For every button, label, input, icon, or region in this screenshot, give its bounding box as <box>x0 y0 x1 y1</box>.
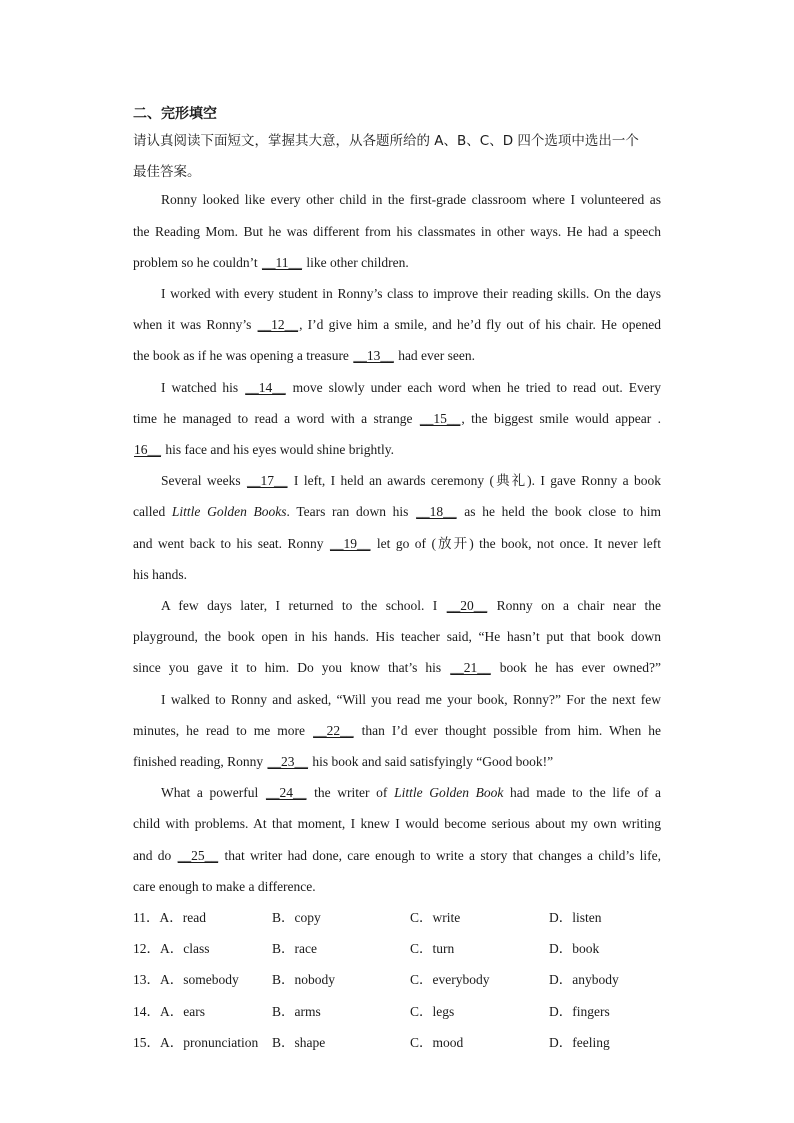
section-title: 二、完形填空 <box>133 106 217 122</box>
passage-line: 16__ his face and his eyes would shine brightly. <box>133 440 661 460</box>
option-11-a[interactable]: 11．A．read <box>133 910 206 925</box>
passage-line: the book as if he was opening a treasure __13__ had ever seen. <box>133 346 661 366</box>
blank-25: __25__ <box>177 848 219 863</box>
passage-line: since you gave it to him. Do you know that’s his __21__ book he has ever owned?” <box>133 658 661 678</box>
blank-21: __21__ <box>450 660 491 675</box>
passage-line: A few days later, I returned to the school. I __20__ Ronny on a chair near the <box>161 596 661 616</box>
blank-20: __20__ <box>446 598 488 613</box>
blank-19: __19__ <box>329 536 371 551</box>
passage-line: What a powerful __24__ the writer of Little Golden Book had made to the life of a <box>161 783 661 803</box>
passage-line: problem so he couldn’t __11__ like other children. <box>133 253 661 273</box>
passage-line: I watched his __14__ move slowly under each word when he tried to read out. Every <box>161 378 661 398</box>
blank-18: __18__ <box>416 504 457 519</box>
blank-14: __14__ <box>245 380 286 395</box>
option-12-c[interactable]: C．turn <box>410 941 455 956</box>
passage-line: his hands. <box>133 567 187 582</box>
option-11-c[interactable]: C．write <box>410 910 461 925</box>
option-14-c[interactable]: C．legs <box>410 1004 455 1019</box>
passage-line: the Reading Mom. But he was different from his classmates in other ways. He had a speech <box>133 224 661 239</box>
option-11-d[interactable]: D．listen <box>549 910 602 925</box>
option-12-a[interactable]: 12．A．class <box>133 941 210 956</box>
instructions-line-1: 请认真阅读下面短文，掌握其大意，从各题所给的 A、B、C、D 四个选项中选出一个 <box>133 133 639 149</box>
option-15-a[interactable]: 15．A．pronunciation <box>133 1035 259 1050</box>
passage-line: called Little Golden Books. Tears ran down his __18__ as he held the book close to him <box>133 502 661 522</box>
blank-23: __23__ <box>267 754 308 769</box>
blank-16: 16__ <box>134 442 161 457</box>
passage-line: minutes, he read to me more __22__ than I’d ever thought possible from him. When he <box>133 721 661 741</box>
passage-line: time he managed to read a word with a strange __15__, the biggest smile would appear . <box>133 409 661 429</box>
passage-line: and do __25__ that writer had done, care enough to write a story that changes a child’s life, <box>133 846 661 866</box>
blank-22: __22__ <box>313 723 354 738</box>
option-13-a[interactable]: 13．A．somebody <box>133 972 239 987</box>
blank-12: __12__ <box>257 317 299 332</box>
instructions-line-2: 最佳答案。 <box>133 164 201 180</box>
option-14-a[interactable]: 14．A．ears <box>133 1004 205 1019</box>
blank-24: __24__ <box>265 785 307 800</box>
passage-line: child with problems. At that moment, I knew I would become serious about my own writing <box>133 816 661 831</box>
option-13-c[interactable]: C．everybody <box>410 972 490 987</box>
blank-17: __17__ <box>247 473 288 488</box>
option-13-d[interactable]: D．anybody <box>549 972 619 987</box>
blank-15: __15__ <box>419 411 461 426</box>
passage-line: I walked to Ronny and asked, “Will you read me your book, Ronny?” For the next few <box>161 692 661 707</box>
passage-line: care enough to make a difference. <box>133 879 316 894</box>
option-13-b[interactable]: B．nobody <box>272 972 336 987</box>
option-11-b[interactable]: B．copy <box>272 910 321 925</box>
option-15-d[interactable]: D．feeling <box>549 1035 610 1050</box>
book-title: Little Golden Books <box>171 504 287 519</box>
passage-line: Several weeks __17__ I left, I held an awards ceremony (典礼). I gave Ronny a book <box>161 471 661 491</box>
option-14-b[interactable]: B．arms <box>272 1004 321 1019</box>
option-15-b[interactable]: B．shape <box>272 1035 326 1050</box>
option-15-c[interactable]: C．mood <box>410 1035 464 1050</box>
blank-13: __13__ <box>353 348 394 363</box>
option-12-b[interactable]: B．race <box>272 941 317 956</box>
passage-line: and went back to his seat. Ronny __19__ let go of (放开) the book, not once. It never left <box>133 534 661 554</box>
book-title: Little Golden Book <box>394 785 504 800</box>
option-14-d[interactable]: D．fingers <box>549 1004 610 1019</box>
passage-line: Ronny looked like every other child in the first-grade classroom where I volunteered as <box>161 192 661 207</box>
passage-line: playground, the book open in his hands. His teacher said, “He hasn’t put that book down <box>133 629 661 644</box>
passage-line: when it was Ronny’s __12__, I’d give him a smile, and he’d fly out of his chair. He opened <box>133 315 661 335</box>
blank-11: __11__ <box>261 255 302 270</box>
option-12-d[interactable]: D．book <box>549 941 600 956</box>
passage-line: finished reading, Ronny __23__ his book and said satisfyingly “Good book!” <box>133 752 661 772</box>
passage-line: I worked with every student in Ronny’s class to improve their reading skills. On the days <box>161 286 661 301</box>
